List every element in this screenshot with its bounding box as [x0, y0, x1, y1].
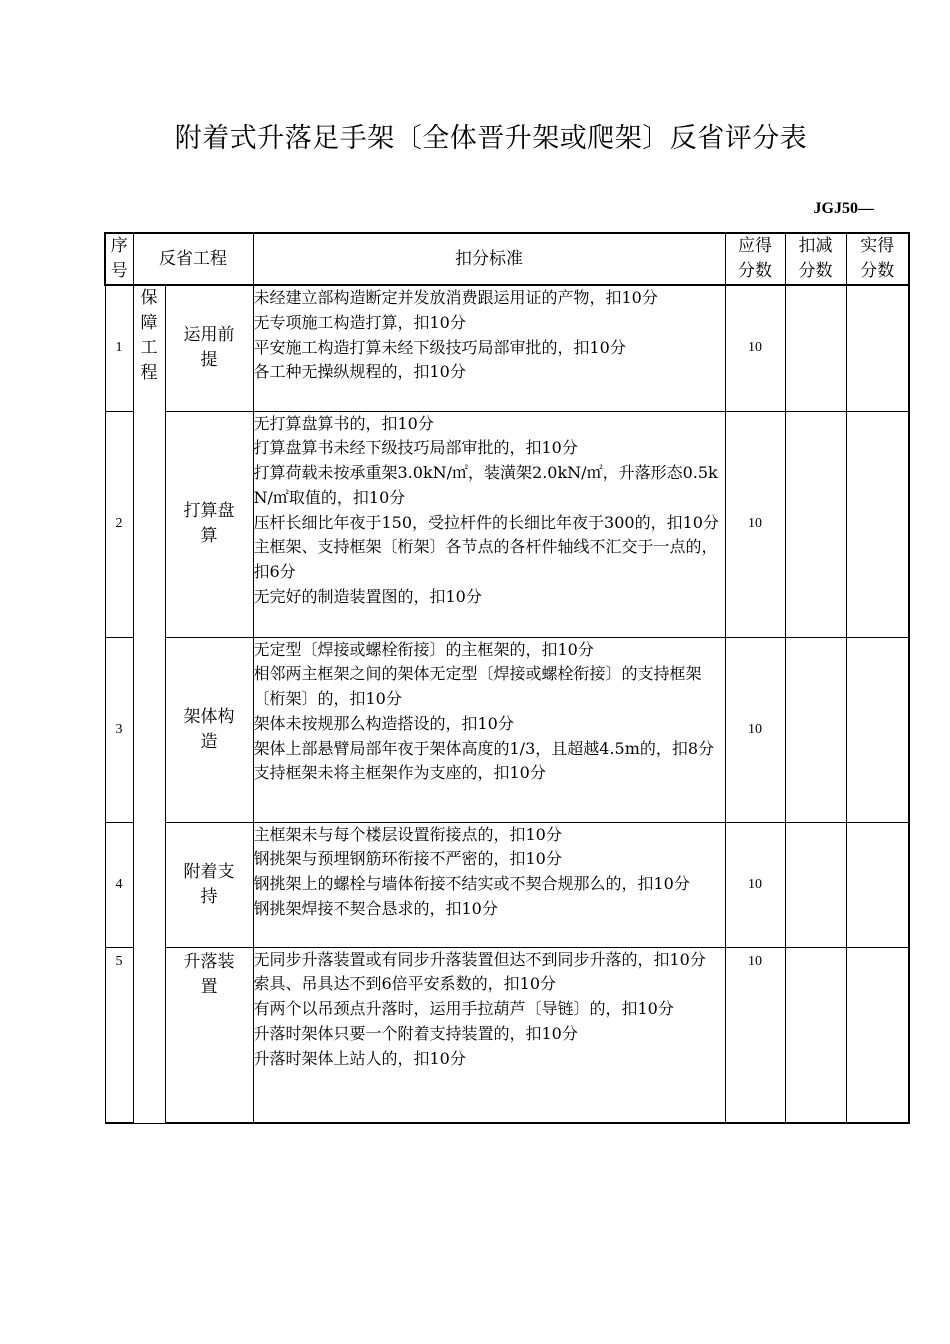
actual-score — [846, 285, 909, 411]
header-no: 序 号 — [105, 233, 133, 285]
table-row — [105, 822, 909, 947]
header-row — [105, 233, 909, 285]
max-score: 10 — [725, 822, 785, 947]
standard-code: JGJ50— — [813, 200, 874, 217]
criteria-cell: 未经建立部构造断定并发放消费跟运用证的产物，扣10分 无专项施工构造打算，扣10分 平安施工构造打算未经下级技巧局部审批的，扣10分 各工种无操纵规程的，扣10分 — [253, 285, 725, 411]
item-name: 附着支 持 — [165, 822, 253, 947]
max-score: 10 — [725, 947, 785, 1123]
actual-score — [846, 637, 909, 822]
max-score: 10 — [725, 411, 785, 637]
row-number: 3 — [105, 637, 133, 822]
item-name: 升落装 置 — [165, 947, 253, 1123]
row-number: 1 — [105, 285, 133, 411]
actual-score — [846, 822, 909, 947]
deduct-score — [785, 947, 846, 1123]
table-row — [105, 637, 909, 822]
category-cell: 保 障 工 程 — [133, 285, 165, 1123]
header-item: 反省工程 — [133, 233, 253, 285]
row-number: 4 — [105, 822, 133, 947]
table-row — [105, 947, 909, 1123]
actual-score — [846, 947, 909, 1123]
header-actual-score: 实得 分数 — [846, 233, 909, 285]
table-row — [105, 411, 909, 637]
row-number: 2 — [105, 411, 133, 637]
header-max-score: 应得 分数 — [725, 233, 785, 285]
deduct-score — [785, 285, 846, 411]
criteria-cell: 无定型〔焊接或螺栓衔接〕的主框架的，扣10分 相邻两主框架之间的架体无定型〔焊接或螺栓衔接〕的支持框架〔桁架〕的，扣10分 架体未按规那么构造搭设的，扣10分 架体上部悬臂局部年夜于架体高度的1/3，且超越4.5m的，扣8分 支持框架未将主框架作为支座的，扣10分 — [253, 637, 725, 822]
criteria-cell: 主框架未与每个楼层设置衔接点的，扣10分 钢挑架与预埋钢筋环衔接不严密的，扣10分 钢挑架上的螺栓与墙体衔接不结实或不契合规那么的，扣10分 钢挑架焊接不契合恳求的，扣10分 — [253, 822, 725, 947]
item-name: 打算盘 算 — [165, 411, 253, 637]
page-title: 附着式升落足手架〔全体晋升架或爬架〕反省评分表 — [174, 123, 808, 154]
score-table — [104, 232, 910, 1124]
criteria-cell: 无打算盘算书的，扣10分 打算盘算书未经下级技巧局部审批的，扣10分 打算荷载未按承重架3.0kN/㎡，装潢架2.0kN/㎡，升落形态0.5kN/㎡取值的，扣10分 压杆长细比年夜于150，受拉杆件的长细比年夜于300的，扣10分 主框架、支持框架〔桁架〕各节点的各杆件轴线不汇交于一点的，扣6分 无完好的制造装置图的，扣10分 — [253, 411, 725, 637]
max-score: 10 — [725, 285, 785, 411]
max-score: 10 — [725, 637, 785, 822]
header-criteria: 扣分标准 — [253, 233, 725, 285]
item-name: 运用前 提 — [165, 285, 253, 411]
actual-score — [846, 411, 909, 637]
deduct-score — [785, 822, 846, 947]
deduct-score — [785, 411, 846, 637]
header-deduct-score: 扣减 分数 — [785, 233, 846, 285]
criteria-cell: 无同步升落装置或有同步升落装置但达不到同步升落的，扣10分 索具、吊具达不到6倍平安系数的，扣10分 有两个以吊颈点升落时，运用手拉葫芦〔导链〕的，扣10分 升落时架体只要一个附着支持装置的，扣10分 升落时架体上站人的，扣10分 — [253, 947, 725, 1123]
row-number: 5 — [105, 947, 133, 1123]
item-name: 架体构 造 — [165, 637, 253, 822]
deduct-score — [785, 637, 846, 822]
table-row — [105, 285, 909, 411]
